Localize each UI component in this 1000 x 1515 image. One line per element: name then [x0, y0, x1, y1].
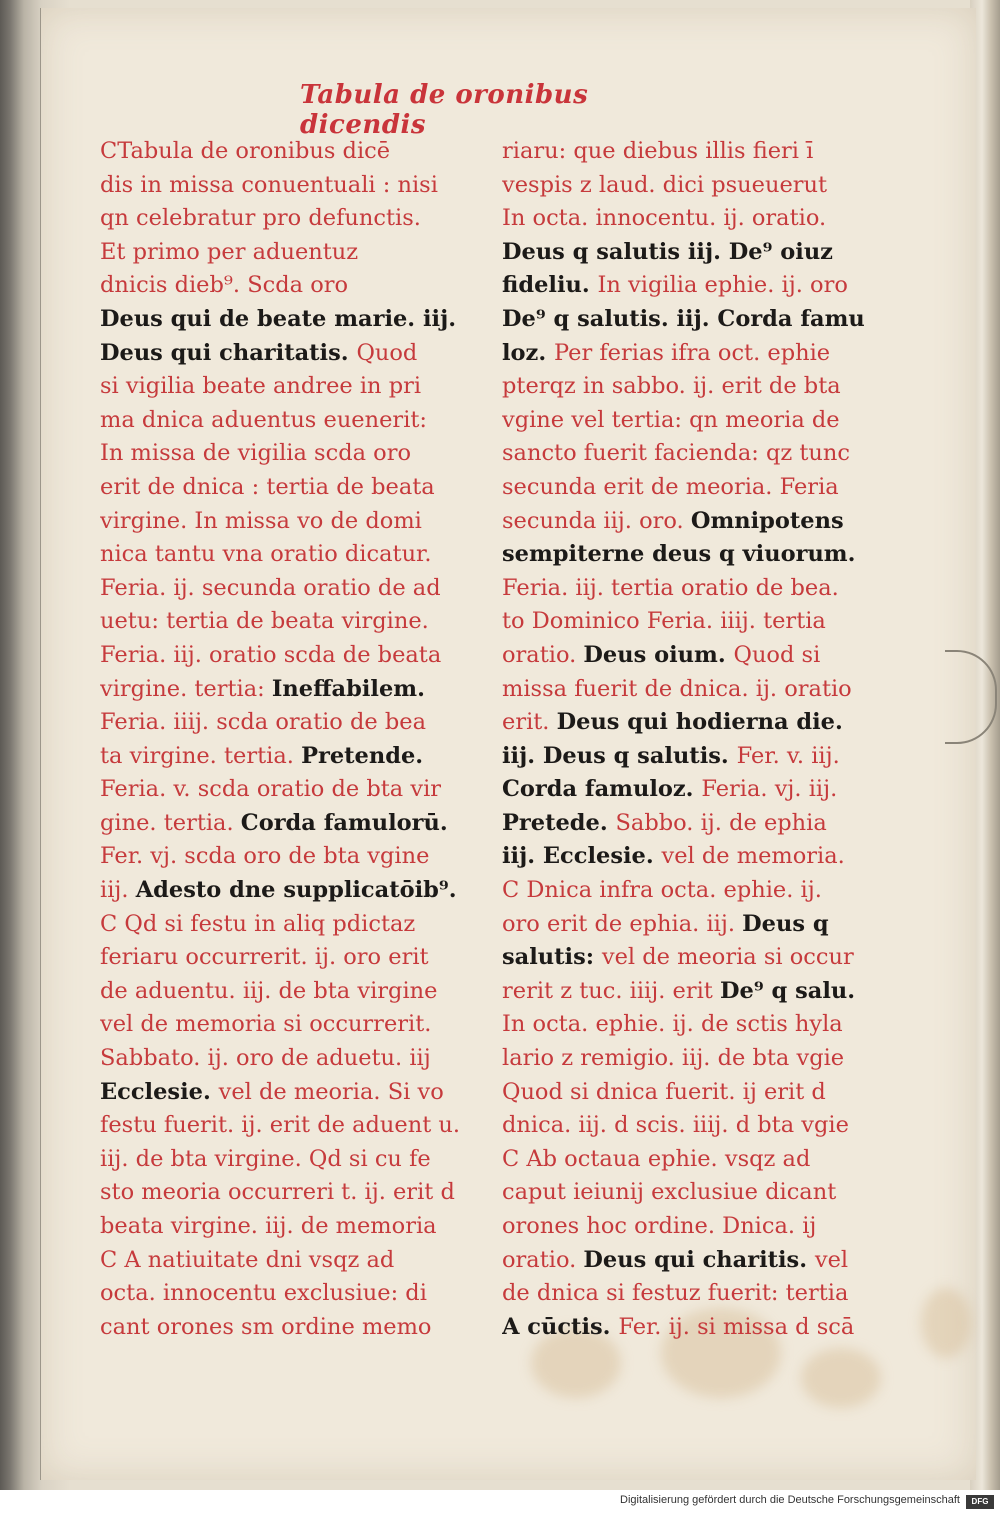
- rubric-text: octa. innocentu exclusiue: di: [100, 1280, 427, 1307]
- rubric-text: dnicis dieb⁹. Scda oro: [100, 272, 349, 299]
- rubric-text: C Qd si festu in aliq pdictaz: [100, 910, 416, 937]
- text-line: [100, 471, 485, 505]
- black-text: fideliu.: [502, 272, 598, 299]
- rubric-text: vel de memoria.: [661, 843, 845, 870]
- rubric-text: Sabbo. ij. de ephia: [615, 809, 827, 836]
- text-line: [502, 807, 887, 841]
- text-line: [502, 538, 887, 572]
- rubric-text: erit de dnica : tertia de beata: [100, 473, 435, 500]
- rubric-text: Feria. iiij. scda oratio de bea: [100, 709, 427, 736]
- text-line: [502, 605, 887, 639]
- black-text: Deus qui charitis.: [583, 1246, 815, 1273]
- rubric-text: Feria. vj. iij.: [701, 776, 838, 803]
- footer-credit: Digitalisierung gefördert durch die Deutsche Forschungsgemeinschaft: [620, 1494, 960, 1506]
- left-column: [100, 135, 485, 1344]
- text-line: [100, 1042, 485, 1076]
- black-text: Deus qui hodierna die.: [556, 709, 843, 736]
- rubric-text: oratio.: [502, 641, 584, 668]
- rubric-text: dnica. iij. d scis. iiij. d bta vgie: [502, 1112, 849, 1139]
- black-text: Deus qui de beate marie. iij.: [100, 305, 457, 332]
- black-text: Pretende.: [301, 742, 424, 769]
- text-line: [502, 437, 887, 471]
- text-line: [100, 572, 485, 606]
- black-text: Deus q: [742, 910, 829, 937]
- rubric-text: missa fuerit de dnica. ij. oratio: [502, 675, 852, 702]
- rubric-text: rerit z tuc. iiij. erit: [502, 977, 720, 1004]
- text-line: [100, 202, 485, 236]
- text-line: [100, 1109, 485, 1143]
- black-text: Ecclesie.: [100, 1078, 219, 1105]
- text-line: [502, 370, 887, 404]
- text-line: [502, 269, 887, 303]
- rubric-text: iij.: [100, 877, 136, 904]
- text-line: [502, 1244, 887, 1278]
- rubric-text: lario z remigio. iij. de bta vgie: [502, 1045, 845, 1072]
- text-line: [100, 874, 485, 908]
- rubric-text: si vigilia beate andree in pri: [100, 373, 422, 400]
- stain: [921, 1288, 971, 1358]
- text-line: [100, 505, 485, 539]
- text-line: [100, 941, 485, 975]
- text-line: [100, 1008, 485, 1042]
- text-line: [100, 1176, 485, 1210]
- black-text: iij. Deus q salutis.: [502, 742, 737, 769]
- text-line: [100, 1277, 485, 1311]
- footer-bar: [0, 1490, 1000, 1515]
- text-line: [100, 639, 485, 673]
- text-line: [100, 169, 485, 203]
- rubric-text: de dnica si festuz fuerit: tertia: [502, 1280, 849, 1307]
- text-line: [100, 773, 485, 807]
- rubric-text: pterqz in sabbo. ij. erit de bta: [502, 373, 841, 400]
- text-line: [502, 975, 887, 1009]
- right-column: [502, 135, 887, 1344]
- rubric-text: beata virgine. iij. de memoria: [100, 1213, 437, 1239]
- text-line: [502, 505, 887, 539]
- black-text: Deus qui charitatis.: [100, 339, 357, 366]
- rubric-text: Feria. iij. tertia oratio de bea.: [502, 574, 839, 601]
- text-line: [502, 1311, 887, 1345]
- black-text: Corda famulorū.: [240, 809, 448, 836]
- black-text: loz.: [502, 339, 554, 366]
- text-line: [502, 941, 887, 975]
- text-line: [502, 908, 887, 942]
- dfg-logo: DFG: [966, 1495, 994, 1509]
- text-line: [502, 303, 887, 337]
- text-line: [100, 437, 485, 471]
- rubric-text: ma dnica aduentus euenerit:: [100, 406, 428, 433]
- rubric-text: de aduentu. iij. de bta virgine: [100, 977, 438, 1004]
- rubric-text: C Ab octaua ephie. vsqz ad: [502, 1145, 811, 1172]
- text-line: [100, 1244, 485, 1278]
- text-line: [100, 370, 485, 404]
- rubric-text: Quod si dnica fuerit. ij erit d: [502, 1078, 826, 1105]
- rubric-text: feriaru occurrerit. ij. oro erit: [100, 944, 429, 971]
- text-line: [100, 807, 485, 841]
- text-line: [502, 1176, 887, 1210]
- text-line: [100, 1143, 485, 1177]
- rubric-text: cant orones sm ordine memo: [100, 1313, 432, 1340]
- text-line: [502, 874, 887, 908]
- rubric-text: Fer. ij. si missa d scā: [618, 1313, 855, 1340]
- black-text: Pretede.: [502, 809, 616, 836]
- black-text: Deus q salutis iij. De⁹ oiuz: [502, 238, 833, 265]
- black-text: iij. Ecclesie.: [502, 843, 662, 870]
- text-line: [502, 840, 887, 874]
- rubric-text: In octa. innocentu. ij. oratio.: [502, 205, 827, 232]
- text-line: [502, 673, 887, 707]
- running-head: Tabula de oronibus dicendis: [300, 80, 589, 140]
- rubric-text: sancto fuerit facienda: qz tunc: [502, 440, 851, 467]
- rubric-text: C Dnica infra octa. ephie. ij.: [502, 877, 822, 904]
- text-line: [100, 840, 485, 874]
- text-line: [502, 202, 887, 236]
- text-line: [100, 236, 485, 270]
- rubric-text: to Dominico Feria. iiij. tertia: [502, 608, 826, 635]
- text-line: [100, 1210, 485, 1244]
- text-line: [502, 1008, 887, 1042]
- text-line: [100, 1076, 485, 1110]
- rubric-text: Feria. ij. secunda oratio de ad: [100, 574, 441, 601]
- stain: [801, 1348, 881, 1408]
- rubric-text: festu fuerit. ij. erit de aduent u.: [100, 1112, 461, 1139]
- rubric-text: sto meoria occurreri t. ij. erit d: [100, 1179, 455, 1206]
- text-line: [100, 269, 485, 303]
- rubric-text: Sabbato. ij. oro de aduetu. iij: [100, 1045, 431, 1072]
- rubric-text: erit.: [502, 709, 557, 736]
- black-text: Adesto dne supplicatōib⁹.: [135, 877, 457, 904]
- black-text: Ineffabilem.: [271, 675, 425, 702]
- rubric-text: dis in missa conuentuali : nisi: [100, 171, 438, 198]
- rubric-text: orones hoc ordine. Dnica. ij: [502, 1213, 817, 1239]
- text-line: [100, 605, 485, 639]
- rubric-text: In octa. ephie. ij. de sctis hyla: [502, 1011, 843, 1038]
- rubric-text: oratio.: [502, 1246, 584, 1273]
- black-text: Deus oium.: [583, 641, 734, 668]
- rubric-text: secunda iij. oro.: [502, 507, 691, 534]
- text-line: [502, 135, 887, 169]
- rubric-text: vel de meoria. Si vo: [218, 1078, 444, 1105]
- text-line: [502, 1076, 887, 1110]
- text-line: [502, 572, 887, 606]
- rubric-text: uetu: tertia de beata virgine.: [100, 608, 429, 635]
- text-line: [502, 337, 887, 371]
- rubric-text: caput ieiunij exclusiue dicant: [502, 1179, 837, 1206]
- text-line: [502, 236, 887, 270]
- black-text: Corda famuloz.: [502, 776, 702, 803]
- rubric-text: In missa de vigilia scda oro: [100, 440, 412, 467]
- rubric-text: oro erit de ephia. iij.: [502, 910, 743, 937]
- text-line: [100, 404, 485, 438]
- rubric-text: virgine. In missa vo de domi: [100, 507, 422, 534]
- rubric-text: nica tantu vna oratio dicatur.: [100, 541, 432, 568]
- text-line: [100, 337, 485, 371]
- rubric-text: gine. tertia.: [100, 809, 241, 836]
- black-text: sempiterne deus q viuorum.: [502, 541, 856, 568]
- rubric-text: Per ferias ifra oct. ephie: [554, 339, 831, 366]
- text-line: [100, 1311, 485, 1345]
- rubric-text: Fer. v. iij.: [736, 742, 840, 769]
- black-text: A cūctis.: [502, 1313, 619, 1340]
- text-line: [502, 639, 887, 673]
- rubric-text: vespis z laud. dici psueuerut: [502, 171, 828, 198]
- text-line: [502, 1143, 887, 1177]
- text-line: [100, 135, 485, 169]
- rubric-text: vel de meoria si occur: [601, 944, 854, 971]
- rubric-text: Et primo per aduentuz: [100, 238, 359, 265]
- black-text: De⁹ q salu.: [720, 977, 856, 1004]
- rubric-text: In vigilia ephie. ij. oro: [597, 272, 848, 299]
- rubric-text: iij. de bta virgine. Qd si cu fe: [100, 1145, 431, 1172]
- rubric-text: vgine vel tertia: qn meoria de: [502, 406, 840, 433]
- text-line: [502, 740, 887, 774]
- rubric-text: CTabula de oronibus dicē: [100, 138, 391, 164]
- text-line: [100, 975, 485, 1009]
- text-line: [100, 908, 485, 942]
- rubric-text: secunda erit de meoria. Feria: [502, 473, 839, 500]
- rubric-text: Quod si: [733, 641, 821, 668]
- rubric-text: C A natiuitate dni vsqz ad: [100, 1246, 395, 1273]
- rubric-text: Fer. vj. scda oro de bta vgine: [100, 843, 430, 870]
- rubric-text: Feria. iij. oratio scda de beata: [100, 641, 442, 668]
- rubric-text: vel: [814, 1246, 849, 1273]
- text-line: [502, 773, 887, 807]
- rubric-text: riaru: que diebus illis fieri ī: [502, 138, 814, 164]
- rubric-text: qn celebratur pro defunctis.: [100, 205, 421, 232]
- text-line: [100, 303, 485, 337]
- text-line: [502, 404, 887, 438]
- text-line: [502, 1210, 887, 1244]
- text-line: [502, 1109, 887, 1143]
- black-text: salutis:: [502, 944, 602, 971]
- text-line: [100, 706, 485, 740]
- rubric-text: Feria. v. scda oratio de bta vir: [100, 776, 442, 803]
- rubric-text: Quod: [356, 339, 418, 366]
- text-line: [100, 673, 485, 707]
- black-text: Omnipotens: [690, 507, 844, 534]
- rubric-text: ta virgine. tertia.: [100, 742, 302, 769]
- text-line: [100, 740, 485, 774]
- text-line: [502, 1277, 887, 1311]
- text-line: [502, 706, 887, 740]
- text-line: [502, 1042, 887, 1076]
- text-line: [502, 471, 887, 505]
- rubric-text: vel de memoria si occurrerit.: [100, 1011, 432, 1038]
- rubric-text: virgine. tertia:: [100, 675, 272, 702]
- black-text: De⁹ q salutis. iij. Corda famu: [502, 305, 865, 332]
- text-line: [502, 169, 887, 203]
- text-line: [100, 538, 485, 572]
